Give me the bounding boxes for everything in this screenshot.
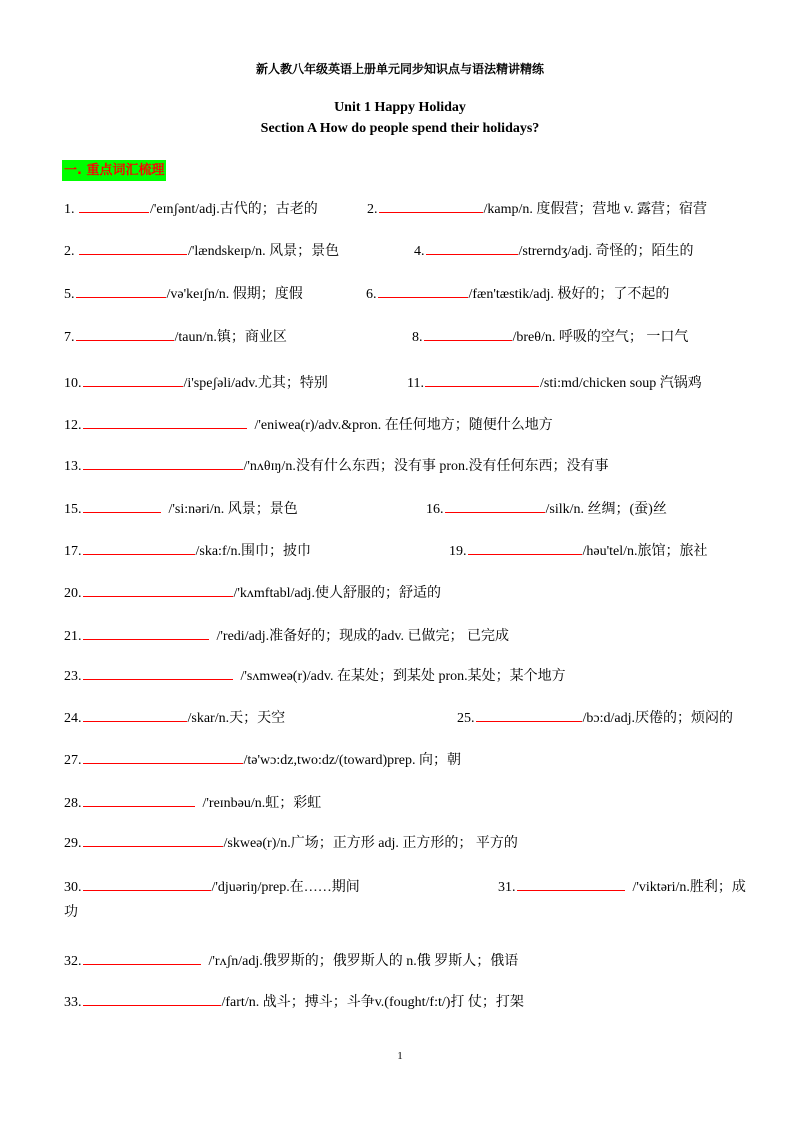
answer-blank[interactable] xyxy=(76,326,174,341)
vocab-item xyxy=(64,414,553,435)
vocab-item xyxy=(426,498,667,519)
answer-blank[interactable] xyxy=(83,498,161,513)
item-number: 33. xyxy=(64,995,82,1010)
answer-blank[interactable] xyxy=(83,582,233,597)
item-definition: /silk/n. 丝绸；(蚕)丝 xyxy=(545,502,667,517)
item-number: 13. xyxy=(64,459,82,474)
page-number: 1 xyxy=(397,1050,403,1062)
vocab-item xyxy=(414,240,693,261)
vocab-item xyxy=(64,950,518,971)
item-definition: /'reɪnbəu/n.虹；彩虹 xyxy=(202,796,322,811)
answer-blank[interactable] xyxy=(83,540,195,555)
item-number: 5. xyxy=(64,287,75,302)
answer-blank[interactable] xyxy=(379,198,483,213)
item-definition: /'si:nəri/n. 风景；景色 xyxy=(168,502,298,517)
section-title: Section A How do people spend their holidays? xyxy=(260,121,540,136)
vocab-item xyxy=(367,198,707,219)
item-definition: /i'speʃəli/adv.尤其；特别 xyxy=(183,376,328,391)
answer-blank[interactable] xyxy=(83,991,221,1006)
item-number: 2. xyxy=(64,244,75,259)
item-definition: /'viktəri/n.胜利；成 xyxy=(632,880,746,895)
answer-blank[interactable] xyxy=(83,665,233,680)
item-number: 24. xyxy=(64,711,82,726)
item-definition: /strerndʒ/adj. 奇怪的；陌生的 xyxy=(518,244,694,259)
vocab-item xyxy=(64,198,318,219)
item-number: 31. xyxy=(498,880,516,895)
item-number: 7. xyxy=(64,330,75,345)
answer-blank[interactable] xyxy=(476,707,582,722)
vocab-item xyxy=(64,455,608,476)
vocab-item xyxy=(64,326,287,347)
answer-blank[interactable] xyxy=(468,540,582,555)
answer-blank[interactable] xyxy=(378,283,468,298)
vocab-item xyxy=(64,991,524,1012)
item-number: 15. xyxy=(64,502,82,517)
item-number: 27. xyxy=(64,753,82,768)
item-definition: /sti:md/chicken soup 汽锅鸡 xyxy=(539,376,702,391)
vocab-item xyxy=(64,876,360,897)
item-definition: /skar/n.天；天空 xyxy=(187,711,286,726)
answer-blank[interactable] xyxy=(424,326,512,341)
item-number: 16. xyxy=(426,502,444,517)
answer-blank[interactable] xyxy=(83,792,195,807)
vocabulary-heading: 一. 重点词汇梳理 xyxy=(62,160,166,181)
item-definition: /'eniwea(r)/adv.&pron. 在任何地方；随便什么地方 xyxy=(254,418,553,433)
vocab-item xyxy=(64,540,311,561)
answer-blank[interactable] xyxy=(83,455,243,470)
vocab-item xyxy=(64,240,339,261)
item-number: 10. xyxy=(64,376,82,391)
item-definition: /'kʌmftabl/adj.使人舒服的；舒适的 xyxy=(233,586,441,601)
item-definition: /taun/n.镇；商业区 xyxy=(174,330,287,345)
item-number: 2. xyxy=(367,202,378,217)
item-number: 19. xyxy=(449,544,467,559)
vocab-item xyxy=(64,832,518,853)
answer-blank[interactable] xyxy=(517,876,625,891)
item-number: 20. xyxy=(64,586,82,601)
item-number: 28. xyxy=(64,796,82,811)
item-number: 12. xyxy=(64,418,82,433)
vocab-item xyxy=(412,326,688,347)
item-definition: /'rʌʃn/adj.俄罗斯的；俄罗斯人的 n.俄 罗斯人；俄语 xyxy=(208,954,519,969)
vocab-item xyxy=(64,792,321,813)
vocab-item xyxy=(64,625,509,646)
answer-blank[interactable] xyxy=(83,876,211,891)
answer-blank[interactable] xyxy=(83,749,243,764)
item-definition: /ska:f/n.围巾；披巾 xyxy=(195,544,311,559)
vocab-item xyxy=(64,283,303,304)
answer-blank[interactable] xyxy=(83,372,183,387)
item-definition: /'sʌmweə(r)/adv. 在某处；到某处 pron.某处；某个地方 xyxy=(240,669,566,684)
item-number: 11. xyxy=(407,376,424,391)
answer-blank[interactable] xyxy=(83,950,201,965)
vocab-item xyxy=(64,582,441,603)
item-number: 6. xyxy=(366,287,377,302)
item-definition: /fæn'tæstik/adj. 极好的；了不起的 xyxy=(468,287,670,302)
vocab-item xyxy=(366,283,669,304)
item-number: 32. xyxy=(64,954,82,969)
item-number: 23. xyxy=(64,669,82,684)
answer-blank[interactable] xyxy=(83,625,209,640)
vocab-item xyxy=(64,749,461,770)
item-definition: /kamp/n. 度假营；营地 v. 露营；宿营 xyxy=(483,202,707,217)
vocab-item xyxy=(407,372,702,393)
answer-blank[interactable] xyxy=(76,283,166,298)
item-definition: /bɔ:d/adj.厌倦的；烦闷的 xyxy=(582,711,733,726)
item-definition: /breθ/n. 呼吸的空气； 一口气 xyxy=(512,330,689,345)
vocab-item xyxy=(457,707,733,728)
vocab-item xyxy=(64,498,298,519)
item-definition: /'redi/adj.准备好的；现成的adv. 已做完； 已完成 xyxy=(216,629,509,644)
item-number: 17. xyxy=(64,544,82,559)
answer-blank[interactable] xyxy=(83,707,187,722)
item-definition: /'lændskeɪp/n. 风景；景色 xyxy=(188,244,340,259)
item-number: 1. xyxy=(64,202,75,217)
vocab-item xyxy=(449,540,708,561)
item-definition: /'nʌθɪŋ/n.没有什么东西；没有事 pron.没有任何东西；没有事 xyxy=(243,459,609,474)
item-definition: /tə'wɔ:dz,two:dz/(toward)prep. 向；朝 xyxy=(243,753,462,768)
item-definition: /fart/n. 战斗；搏斗；斗争v.(fought/f:t/)打 仗；打架 xyxy=(221,995,524,1010)
item-number: 30. xyxy=(64,880,82,895)
answer-blank[interactable] xyxy=(445,498,545,513)
vocab-item xyxy=(498,876,746,897)
answer-blank[interactable] xyxy=(426,240,518,255)
item-definition: /həu'tel/n.旅馆；旅社 xyxy=(582,544,708,559)
item-definition: /'djuəriŋ/prep.在……期间 xyxy=(211,880,360,895)
vocab-item xyxy=(64,372,328,393)
answer-blank[interactable] xyxy=(83,832,223,847)
vocab-item xyxy=(64,665,566,686)
answer-blank[interactable] xyxy=(79,198,149,213)
item-number: 21. xyxy=(64,629,82,644)
item-definition: /və'keɪʃn/n. 假期；度假 xyxy=(166,287,303,302)
item-definition: /'eɪnʃənt/adj.古代的；古老的 xyxy=(150,202,318,217)
item-definition: /skweə(r)/n.广场；正方形 adj. 正方形的； 平方的 xyxy=(223,836,518,851)
answer-blank[interactable] xyxy=(425,372,539,387)
document-title: 新人教八年级英语上册单元同步知识点与语法精讲精练 xyxy=(255,62,544,76)
answer-blank[interactable] xyxy=(79,240,187,255)
wrapped-definition: 功 xyxy=(64,905,78,920)
item-number: 29. xyxy=(64,836,82,851)
item-number: 4. xyxy=(414,244,425,259)
item-number: 8. xyxy=(412,330,423,345)
answer-blank[interactable] xyxy=(83,414,247,429)
item-number: 25. xyxy=(457,711,475,726)
unit-title: Unit 1 Happy Holiday xyxy=(334,100,466,115)
vocab-item xyxy=(64,707,285,728)
